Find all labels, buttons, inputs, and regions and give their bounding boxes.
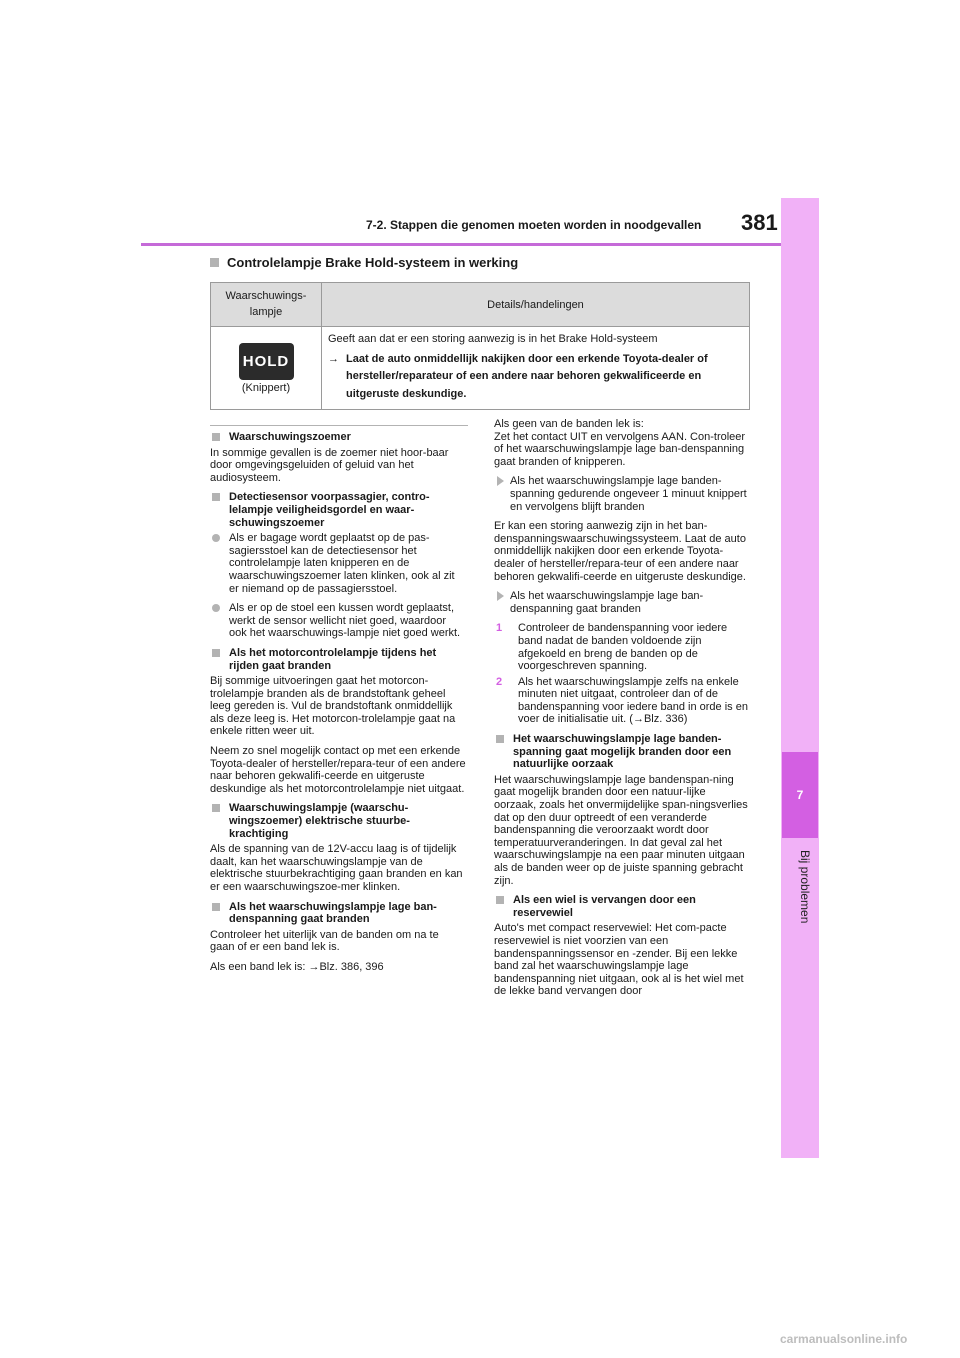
left-column [210,431,466,981]
icon-caption: (Knippert) [241,381,291,394]
paragraph: Controleer het uiterlijk van de banden om na te gaan of er een band lek is. [210,928,439,954]
table-row [211,327,749,409]
condition-item: Als het waarschuwingslampje lage banden-spanning gedurende ongeveer 1 minuut knippert en vervolgens blijft branden [497,475,750,513]
hold-indicator-icon: HOLD [239,343,294,380]
paragraph: Als de spanning van de 12V-accu laag is of tijdelijk daalt, kan het waarschuwingslampje van de elektrische stuurbekrachtiging gaan branden en kan er een waarschuwingszoe-mer klinken. [210,843,463,893]
square-bullet-icon [212,903,220,911]
square-bullet-icon [496,896,504,904]
subheading: Detectiesensor voorpassagier, contro-lelampje veiligheidsgordel en waar-schuwingszoemer [210,491,466,529]
paragraph: Auto's met compact reservewiel: Het com-pacte reservewiel is niet voorzien van een bandenspanningssensor en -zender. Bij een lekke band zal het waarschuwingslampje lage bandenspanning niet uitgaan, ook al is het wiel met de lekke band vervangen door [494,922,744,998]
triangle-bullet-icon [497,591,504,601]
page-number: 381 [741,210,778,235]
lamp-cell [211,327,322,409]
page-reference: Als een band lek is: →Blz. 386, 396 [210,960,384,973]
paragraph: Het waarschuwingslampje lage bandenspan-ning gaat mogelijk branden door een natuur-lijke oorzaak, zoals het onvermijdelijke span-ningsverlies dat op den duur optreedt of een veranderde bandenspanning die veroorzaakt wordt door temperatuurveranderingen. In dat geval zal het waarschuwingslampje na een paar minuten uitgaan als de banden weer op de juiste spanning gebracht zijn. [494,773,748,887]
round-bullet-icon [212,534,220,542]
square-bullet-icon [496,735,504,743]
col-header-lamp: Waarschuwings- lampje [211,283,322,326]
warning-table [210,282,750,410]
subheading: Het waarschuwingslampje lage banden-spanning gaat mogelijk branden door een natuurlijke oorzaak [494,733,750,771]
watermark: carmanualsonline.info [780,1332,908,1346]
paragraph: Neem zo snel mogelijk contact op met een erkende Toyota-dealer of hersteller/repara-teur of een andere naar behoren gekwalifi-ceerde en uitgeruste deskundige als het motorcontrolelampje niet uitgaat. [210,745,466,795]
square-bullet-icon [210,258,219,267]
header-title: 7-2. Stappen die genomen moeten worden in noodgevallen [366,218,702,232]
paragraph: Bij sommige uitvoeringen gaat het motorcon-trolelampje branden als de brandstoftank geheel leeg gereden is. Vul de brandstoftank onmiddellijk als deze leeg is. Het motorcon-trolelampje gaat na enkele ritten weer uit. [210,675,456,738]
column-divider [210,425,468,426]
condition-item: Als het waarschuwingslampje lage ban-denspanning gaat branden [497,590,750,615]
square-bullet-icon [212,493,220,501]
recommended-action [328,351,743,404]
subheading: Als het waarschuwingslampje lage ban-denspanning gaat branden [210,901,466,926]
round-bullet-icon [212,604,220,612]
chapter-name: Bij problemen [798,850,812,924]
paragraph: In sommige gevallen is de zoemer niet hoor-baar door omgevingsgeluiden of geluid van het audiosysteem. [210,446,449,484]
bullet-item: Als er bagage wordt geplaatst op de pas-sagiersstoel kan de detectiesensor het controlelampje laten knipperen en de waarschuwingszoemer laten klinken, ook al zit er niemand op de passagiersstoel. [210,532,466,595]
details-cell [322,327,749,409]
square-bullet-icon [212,804,220,812]
col-header-details: Details/handelingen [487,298,584,311]
right-column [494,418,750,1005]
square-bullet-icon [212,649,220,657]
warning-description: Geeft aan dat er een storing aanwezig is in het Brake Hold-systeem [328,333,658,345]
subheading: Als het motorcontrolelampje tijdens het rijden gaat branden [210,647,466,672]
numbered-step: 2 Als het waarschuwingslampje zelfs na enkele minuten niet uitgaat, controleer dan of de bandenspanning voor iedere band in orde is en voer de initialisatie uit. (→Blz. 336) [496,675,748,726]
paragraph: Als geen van de banden lek is: Zet het contact UIT en vervolgens AAN. Con-troleer of het waarschuwingslampje lage ban-denspanning gaat branden of knipperen. [494,418,746,468]
square-bullet-icon [212,433,220,441]
action-text: Laat de auto onmiddellijk nakijken door een erkende Toyota-dealer of hersteller/reparateur of een andere naar behoren gekwalificeerde en uitgeruste deskundige. [346,352,708,400]
chapter-number: 7 [782,752,818,838]
numbered-step: 1 Controleer de bandenspanning voor iedere band nadat de banden voldoende zijn afgekoeld en breng de banden op de voorgeschreven spanning. [496,622,728,673]
subheading: Als een wiel is vervangen door een reservewiel [494,894,750,919]
table-header-row [211,283,749,327]
subheading: Waarschuwingszoemer [210,431,466,444]
bullet-item: Als er op de stoel een kussen wordt geplaatst, werkt de sensor wellicht niet goed, waardoor ook het waarschuwings-lampje niet goed werkt. [210,602,466,640]
subheading: Waarschuwingslampje (waarschu-wingszoemer) elektrische stuurbe-krachtiging [210,802,466,840]
section-heading-text: Controlelampje Brake Hold-systeem in werking [227,255,519,270]
section-heading [210,255,518,270]
chapter-side-tab [781,198,819,1158]
header-divider [141,243,791,246]
arrow-icon: → [328,352,339,365]
triangle-bullet-icon [497,476,504,486]
paragraph: Er kan een storing aanwezig zijn in het ban-denspanningswaarschuwingssysteem. Laat de auto onmiddellijk nakijken door een erkende Toyota-dealer of hersteller/repara-teur of een andere naar behoren gekwalifi-ceerde en uitgeruste deskundige. [494,520,746,583]
